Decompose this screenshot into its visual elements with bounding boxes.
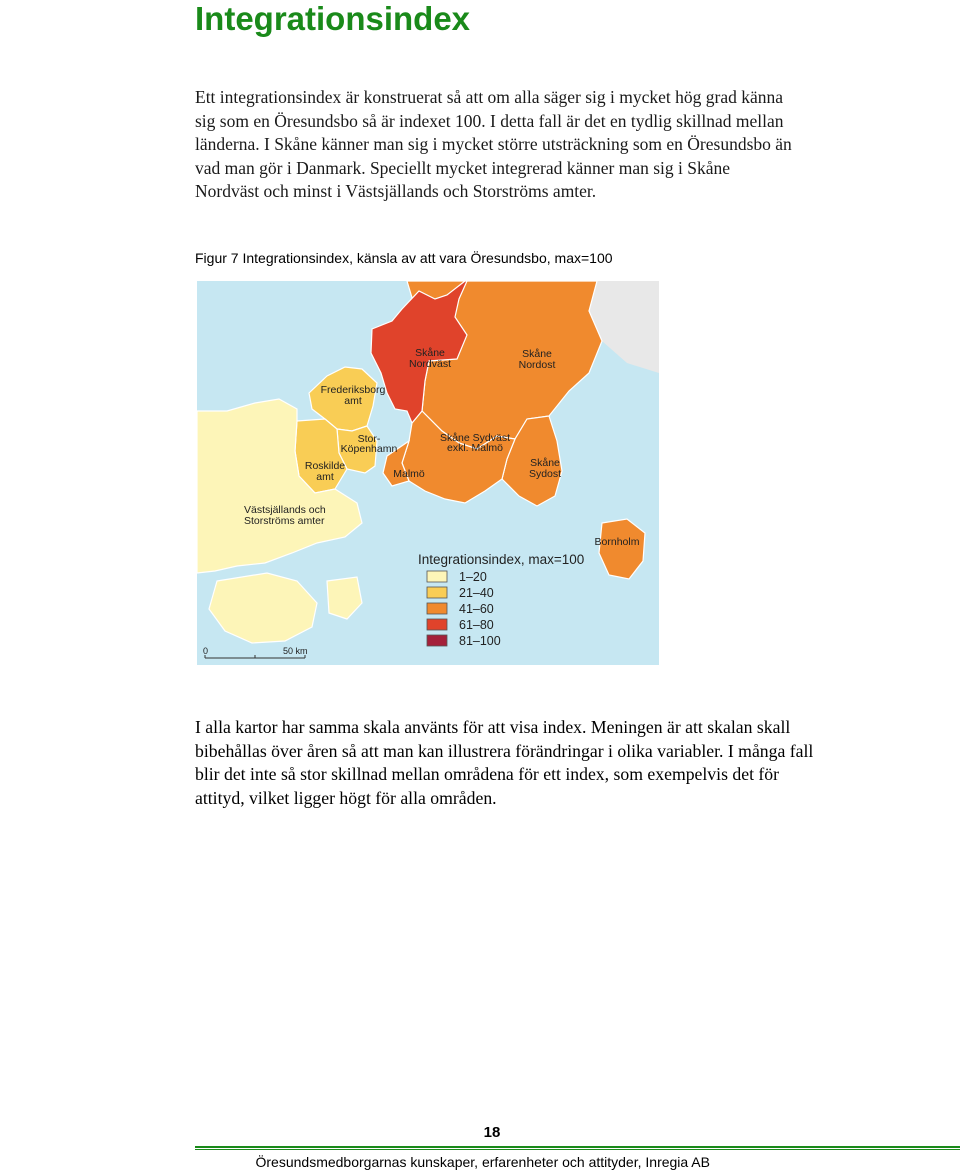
page-number: 18 <box>483 1124 501 1141</box>
svg-text:amt: amt <box>344 395 362 407</box>
legend-label: 61–80 <box>459 618 494 632</box>
svg-text:Skåne: Skåne <box>522 348 552 360</box>
legend-label: 81–100 <box>459 634 501 648</box>
svg-text:Köpenhamn: Köpenhamn <box>340 443 398 455</box>
scale-end: 50 km <box>283 646 308 656</box>
region-label-bornholm: Bornholm <box>594 536 640 548</box>
region-label-vastsjalland <box>244 504 326 527</box>
svg-text:Skåne: Skåne <box>415 347 445 359</box>
legend-swatch <box>427 635 447 646</box>
scale-start: 0 <box>203 646 209 656</box>
page-heading: Integrationsindex <box>195 0 471 37</box>
legend-label: 41–60 <box>459 602 494 616</box>
legend-swatch <box>427 571 447 582</box>
intro-paragraph: Ett integrationsindex är konstruerat så att om alla säger sig i mycket hög grad känna sig som en Öresundsbo så är indexet 100. I detta fall är det en tydlig skillnad mellan länderna. I Skåne känner man sig i mycket större utsträckning som en Öresundsbo än vad man gör i Danmark. Speciellt mycket integrerad känner man sig i Skåne Nordväst och minst i Västsjällands och Storströms amter. <box>195 87 792 201</box>
legend-label: 21–40 <box>459 586 494 600</box>
svg-text:Frederiksborg: Frederiksborg <box>320 384 386 396</box>
region-label-malmo: Malmö <box>393 468 425 480</box>
svg-text:Stor-: Stor- <box>357 433 381 445</box>
svg-text:amt: amt <box>316 471 334 483</box>
legend-swatch <box>427 619 447 630</box>
region-label-skane-sydost <box>529 457 561 480</box>
svg-text:Roskilde: Roskilde <box>304 460 346 472</box>
svg-text:Skåne Sydväst: Skåne Sydväst <box>439 432 511 444</box>
svg-text:Nordväst: Nordväst <box>408 358 452 370</box>
svg-text:Sydost: Sydost <box>528 468 562 480</box>
region-label-skane-sydvast <box>440 432 510 454</box>
footer-rule-thin <box>195 1149 960 1150</box>
legend-label: 1–20 <box>459 570 487 584</box>
svg-text:Västsjällands och: Västsjällands och <box>244 504 326 516</box>
legend-title: Integrationsindex, max=100 <box>418 552 585 567</box>
figure-caption: Figur 7 Integrationsindex, känsla av att vara Öresundsbo, max=100 <box>195 250 613 266</box>
svg-text:Storströms amter: Storströms amter <box>244 515 325 527</box>
svg-text:exkl. Malmö: exkl. Malmö <box>446 442 504 454</box>
legend-swatch <box>427 587 447 598</box>
svg-text:Nordost: Nordost <box>518 359 556 371</box>
region-label-skane-nordvast <box>409 347 451 370</box>
region-label-skane-nordost <box>519 348 556 371</box>
svg-text:Skåne: Skåne <box>530 457 560 469</box>
integration-index-map <box>197 281 659 665</box>
footer-text: Öresundsmedborgarnas kunskaper, erfarenheter och attityder, Inregia AB <box>255 1154 710 1170</box>
body-paragraph: I alla kartor har samma skala använts för att visa index. Meningen är att skalan skall bibehållas över åren så att man kan illustrera förändringar i olika variabler. I många fall blir det inte så stor skillnad mellan områdena för ett index, som exempelvis det för attityd, vilket ligger högt för alla områden. <box>195 717 814 808</box>
footer-rule <box>195 1146 960 1148</box>
legend-swatch <box>427 603 447 614</box>
